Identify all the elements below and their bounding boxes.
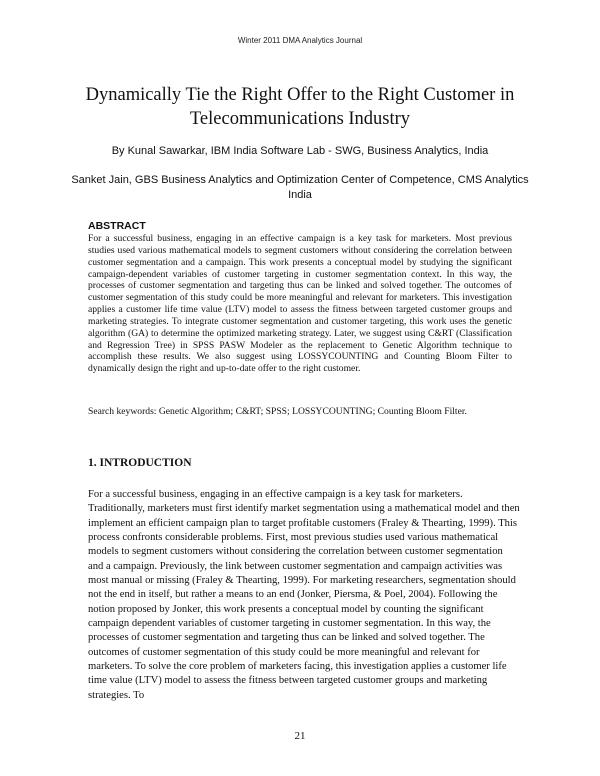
section-heading-introduction: 1. INTRODUCTION xyxy=(88,457,192,469)
search-keywords: Search keywords: Genetic Algorithm; C&RT; SPSS; LOSSYCOUNTING; Counting Bloom Filter. xyxy=(88,406,467,417)
running-head: Winter 2011 DMA Analytics Journal xyxy=(237,36,363,45)
introduction-body: For a successful business, engaging in an effective campaign is a key task for marketers. Traditionally, marketers must first identify market segmentation using a mathematical model and then implement an efficient campaign plan to target profitable customers (Fraley & Thearting, 1999). This process confronts considerable problems. First, most previous studies used various mathematical models to segment customers without considering the correlation between customer segmentation and a campaign. Previously, the link between customer segmentation and campaign activities was most manual or missing (Fraley & Thearting, 1999). For marketing researchers, segmentation should not the end in itself, but rather a means to an end (Jonker, Piersma, & Poel, 2004). Following the notion proposed by Jonker, this work presents a conceptual model by counting the significant campaign dependent variables of customer targeting in customer segmentation. In this way, the processes of customer segmentation and targeting thus can be linked and solved together. The outcomes of customer segmentation of this study could be more meaningful and relevant for marketers. To solve the core problem of marketers facing, this investigation applies a customer life time value (LTV) model to assess the fitness between targeted customer groups and marketing strategies. To xyxy=(88,489,520,701)
abstract-body: For a successful business, engaging in an effective campaign is a key task for marketers. Most previous studies used various mathematical models to segment customers without considering the correlation between customer segmentation and a campaign. This work presents a conceptual model by studying the significant campaign-dependent variables of customer targeting in customer segmentation context. In this way, the processes of customer segmentation and targeting thus can be linked and solved together. The outcomes of customer segmentation of this study could be more meaningful and relevant for marketers. This investigation applies a customer life time value (LTV) model to assess the fitness between targeted customer groups and marketing strategies. To integrate customer segmentation and customer targeting, this work uses the genetic algorithm (GA) to determine the optimized marketing strategy. Later, we suggest using C&RT (Classification and Regression Tree) in SPSS PASW Modeler as the replacement to Genetic Algorithm technique to accomplish these results. We also suggest using LOSSYCOUNTING and Counting Bloom Filter to dynamically design the right and up-to-date offer to the right customer. xyxy=(88,233,512,375)
abstract-heading: ABSTRACT xyxy=(88,220,146,232)
page-number: 21 xyxy=(294,730,306,742)
paper-title: Dynamically Tie the Right Offer to the Right Customer in Telecommunications Industry xyxy=(85,85,515,129)
author-line-2: Sanket Jain, GBS Business Analytics and Optimization Center of Competence, CMS Analytics India xyxy=(71,174,529,201)
author-line-1: By Kunal Sawarkar, IBM India Software Lab - SWG, Business Analytics, India xyxy=(111,145,489,157)
